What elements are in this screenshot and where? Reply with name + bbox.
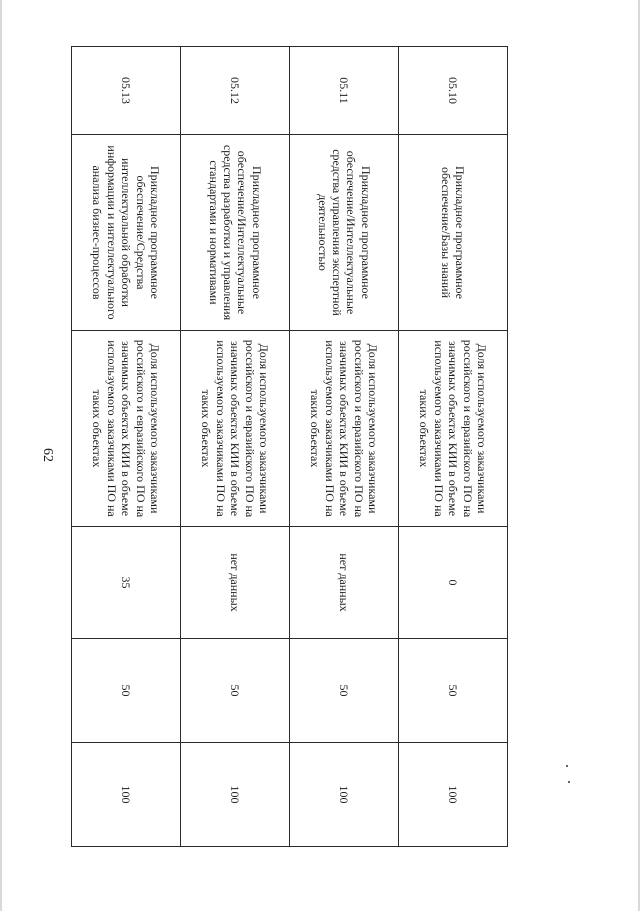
target-value-2: 100 [290,743,399,847]
table-row [399,47,508,847]
baseline-value: нет данных [290,527,399,639]
rotated-page-content [71,46,508,846]
indicator-description: Доля используемого заказчиками российского и евразийского ПО на значимых объектах КИИ в объеме используемого заказчиками ПО на таких объектах [181,331,290,527]
software-category: Прикладное программное обеспечение/Средства интеллектуальной обработки информации и интеллектуального анализа бизнес-процессов [72,135,181,331]
page-number: 62 [40,448,55,462]
target-value-1: 50 [72,639,181,743]
target-value-2: 100 [72,743,181,847]
software-category: Прикладное программное обеспечение/Базы знаний [399,135,508,331]
target-value-1: 50 [181,639,290,743]
row-code: 05.10 [399,47,508,135]
indicators-table [71,46,508,847]
baseline-value: нет данных [181,527,290,639]
scan-speck [568,781,570,783]
row-code: 05.13 [72,47,181,135]
scan-speck [566,765,568,767]
row-code: 05.11 [290,47,399,135]
row-code: 05.12 [181,47,290,135]
software-category: Прикладное программное обеспечение/Интеллектуальные средства управления экспертной деятельностью [290,135,399,331]
indicator-description: Доля используемого заказчиками российского и евразийского ПО на значимых объектах КИИ в объеме используемого заказчиками ПО на таких объектах [72,331,181,527]
target-value-2: 100 [181,743,290,847]
baseline-value: 0 [399,527,508,639]
scan-edge-left [0,0,2,911]
table-row [290,47,399,847]
table-row [72,47,181,847]
indicator-description: Доля используемого заказчиками российского и евразийского ПО на значимых объектах КИИ в объеме используемого заказчиками ПО на таких объектах [290,331,399,527]
target-value-1: 50 [399,639,508,743]
software-category: Прикладное программное обеспечение/Интеллектуальные средства разработки и управления стандартами и нормативами [181,135,290,331]
indicator-description: Доля используемого заказчиками российского и евразийского ПО на значимых объектах КИИ в объеме используемого заказчиками ПО на таких объектах [399,331,508,527]
target-value-1: 50 [290,639,399,743]
table-row [181,47,290,847]
baseline-value: 35 [72,527,181,639]
target-value-2: 100 [399,743,508,847]
